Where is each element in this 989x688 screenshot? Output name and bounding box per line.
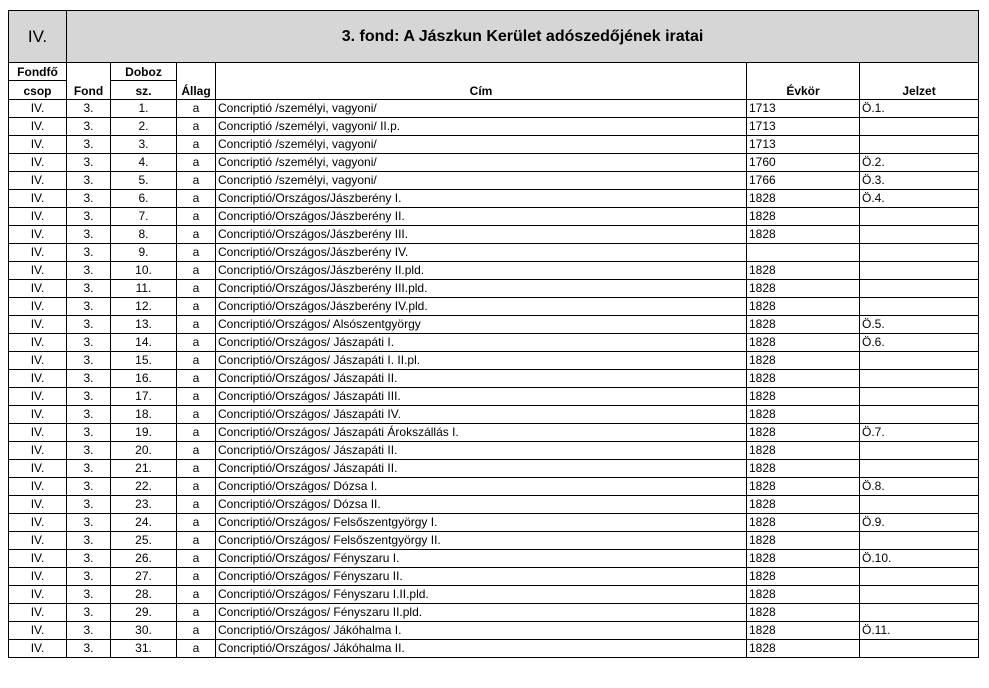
cell-evkor: 1828	[747, 460, 860, 478]
table-row	[9, 172, 979, 190]
cell-cim: Concriptió/Országos/ Fényszaru II.pld.	[216, 604, 747, 622]
cell-jelzet	[860, 568, 979, 586]
cell-doboz: 17.	[111, 388, 177, 406]
cell-allag: a	[177, 496, 216, 514]
cell-fond: 3.	[67, 136, 111, 154]
cell-jelzet	[860, 460, 979, 478]
cell-fond: 3.	[67, 550, 111, 568]
cell-allag: a	[177, 136, 216, 154]
cell-jelzet: Ö.7.	[860, 424, 979, 442]
cell-evkor: 1828	[747, 496, 860, 514]
cell-jelzet: Ö.1.	[860, 100, 979, 118]
cell-doboz: 7.	[111, 208, 177, 226]
cell-cim: Concriptió/Országos/Jászberény I.	[216, 190, 747, 208]
cell-allag: a	[177, 514, 216, 532]
cell-cim: Concriptió/Országos/ Fényszaru I.	[216, 550, 747, 568]
cell-allag: a	[177, 334, 216, 352]
cell-doboz: 31.	[111, 640, 177, 658]
cell-fond: 3.	[67, 208, 111, 226]
table-row	[9, 280, 979, 298]
table-row	[9, 568, 979, 586]
cell-fond: 3.	[67, 514, 111, 532]
cell-evkor: 1713	[747, 118, 860, 136]
cell-cim: Concriptió/Országos/ Jászapáti I. II.pl.	[216, 352, 747, 370]
cell-fond: 3.	[67, 298, 111, 316]
table-row	[9, 244, 979, 262]
cell-fond: 3.	[67, 406, 111, 424]
cell-doboz: 4.	[111, 154, 177, 172]
cell-fond: 3.	[67, 388, 111, 406]
cell-allag: a	[177, 388, 216, 406]
header-cim: Cím	[216, 63, 747, 100]
cell-doboz: 16.	[111, 370, 177, 388]
cell-doboz: 14.	[111, 334, 177, 352]
cell-fond: 3.	[67, 424, 111, 442]
cell-fond: 3.	[67, 262, 111, 280]
cell-fondfo-csop: IV.	[9, 334, 67, 352]
table-row	[9, 352, 979, 370]
cell-allag: a	[177, 190, 216, 208]
cell-fondfo-csop: IV.	[9, 298, 67, 316]
cell-cim: Concriptió/Országos/ Fényszaru II.	[216, 568, 747, 586]
cell-jelzet	[860, 370, 979, 388]
cell-fondfo-csop: IV.	[9, 622, 67, 640]
cell-evkor: 1828	[747, 550, 860, 568]
cell-fondfo-csop: IV.	[9, 442, 67, 460]
cell-jelzet: Ö.8.	[860, 478, 979, 496]
cell-fondfo-csop: IV.	[9, 262, 67, 280]
cell-allag: a	[177, 316, 216, 334]
cell-evkor: 1713	[747, 136, 860, 154]
cell-fond: 3.	[67, 190, 111, 208]
header-fondfo: Fondfő	[9, 63, 67, 81]
cell-jelzet	[860, 604, 979, 622]
fond-group-label: IV.	[9, 11, 67, 63]
cell-doboz: 27.	[111, 568, 177, 586]
cell-evkor: 1828	[747, 316, 860, 334]
cell-fondfo-csop: IV.	[9, 244, 67, 262]
table-row	[9, 640, 979, 658]
cell-allag: a	[177, 532, 216, 550]
cell-doboz: 1.	[111, 100, 177, 118]
cell-fond: 3.	[67, 100, 111, 118]
cell-jelzet	[860, 208, 979, 226]
cell-doboz: 5.	[111, 172, 177, 190]
cell-allag: a	[177, 226, 216, 244]
cell-evkor: 1828	[747, 586, 860, 604]
cell-cim: Concriptió/Országos/ Jászapáti III.	[216, 388, 747, 406]
cell-allag: a	[177, 640, 216, 658]
cell-evkor: 1828	[747, 352, 860, 370]
cell-evkor: 1766	[747, 172, 860, 190]
cell-fondfo-csop: IV.	[9, 154, 67, 172]
cell-allag: a	[177, 352, 216, 370]
cell-cim: Concriptió/Országos/ Felsőszentgyörgy II.	[216, 532, 747, 550]
cell-allag: a	[177, 442, 216, 460]
cell-cim: Concriptió/Országos/ Jászapáti I.	[216, 334, 747, 352]
cell-fondfo-csop: IV.	[9, 136, 67, 154]
table-row	[9, 298, 979, 316]
cell-cim: Concriptió/Országos/ Jászapáti II.	[216, 442, 747, 460]
cell-jelzet	[860, 118, 979, 136]
cell-jelzet: Ö.3.	[860, 172, 979, 190]
cell-evkor: 1828	[747, 640, 860, 658]
header-jelzet: Jelzet	[860, 63, 979, 100]
cell-allag: a	[177, 406, 216, 424]
cell-jelzet	[860, 136, 979, 154]
cell-jelzet	[860, 388, 979, 406]
cell-fond: 3.	[67, 496, 111, 514]
header-allag: Állag	[177, 63, 216, 100]
cell-fond: 3.	[67, 118, 111, 136]
cell-fondfo-csop: IV.	[9, 208, 67, 226]
cell-cim: Concriptió/Országos/Jászberény III.	[216, 226, 747, 244]
cell-fond: 3.	[67, 244, 111, 262]
cell-doboz: 18.	[111, 406, 177, 424]
table-row	[9, 550, 979, 568]
cell-evkor: 1828	[747, 442, 860, 460]
cell-fondfo-csop: IV.	[9, 406, 67, 424]
cell-evkor: 1828	[747, 514, 860, 532]
cell-fondfo-csop: IV.	[9, 352, 67, 370]
cell-allag: a	[177, 460, 216, 478]
table-row	[9, 532, 979, 550]
table-row	[9, 334, 979, 352]
title-row	[9, 11, 979, 63]
cell-cim: Concriptió/Országos/Jászberény II.pld.	[216, 262, 747, 280]
table-row	[9, 424, 979, 442]
table-row	[9, 226, 979, 244]
cell-jelzet	[860, 586, 979, 604]
cell-allag: a	[177, 244, 216, 262]
cell-allag: a	[177, 550, 216, 568]
cell-jelzet: Ö.11.	[860, 622, 979, 640]
cell-jelzet	[860, 640, 979, 658]
table-row	[9, 208, 979, 226]
cell-cim: Concriptió/Országos/Jászberény IV.	[216, 244, 747, 262]
cell-fond: 3.	[67, 172, 111, 190]
header-fond: Fond	[67, 63, 111, 100]
cell-cim: Concriptió/Országos/ Jákóhalma II.	[216, 640, 747, 658]
cell-fond: 3.	[67, 442, 111, 460]
cell-evkor: 1828	[747, 532, 860, 550]
cell-evkor: 1828	[747, 388, 860, 406]
cell-fondfo-csop: IV.	[9, 550, 67, 568]
table-row	[9, 100, 979, 118]
cell-cim: Concriptió/Országos/ Jászapáti II.	[216, 460, 747, 478]
cell-fondfo-csop: IV.	[9, 478, 67, 496]
cell-evkor: 1828	[747, 190, 860, 208]
cell-fondfo-csop: IV.	[9, 370, 67, 388]
cell-cim: Concriptió /személyi, vagyoni/	[216, 136, 747, 154]
cell-jelzet: Ö.5.	[860, 316, 979, 334]
cell-doboz: 9.	[111, 244, 177, 262]
cell-fond: 3.	[67, 154, 111, 172]
cell-doboz: 3.	[111, 136, 177, 154]
cell-fond: 3.	[67, 226, 111, 244]
table-body	[9, 100, 979, 658]
cell-allag: a	[177, 568, 216, 586]
cell-doboz: 22.	[111, 478, 177, 496]
cell-fondfo-csop: IV.	[9, 118, 67, 136]
cell-doboz: 29.	[111, 604, 177, 622]
cell-allag: a	[177, 622, 216, 640]
cell-jelzet	[860, 226, 979, 244]
cell-doboz: 24.	[111, 514, 177, 532]
cell-fondfo-csop: IV.	[9, 172, 67, 190]
cell-jelzet	[860, 406, 979, 424]
cell-jelzet	[860, 442, 979, 460]
cell-fond: 3.	[67, 640, 111, 658]
table-row	[9, 604, 979, 622]
cell-allag: a	[177, 298, 216, 316]
cell-fond: 3.	[67, 568, 111, 586]
table-row	[9, 154, 979, 172]
cell-fondfo-csop: IV.	[9, 460, 67, 478]
table-row	[9, 136, 979, 154]
cell-allag: a	[177, 100, 216, 118]
cell-fond: 3.	[67, 370, 111, 388]
cell-fond: 3.	[67, 586, 111, 604]
cell-fond: 3.	[67, 622, 111, 640]
cell-evkor: 1828	[747, 622, 860, 640]
cell-cim: Concriptió/Országos/ Felsőszentgyörgy I.	[216, 514, 747, 532]
cell-jelzet	[860, 244, 979, 262]
archive-table	[8, 10, 979, 658]
cell-cim: Concriptió/Országos/Jászberény III.pld.	[216, 280, 747, 298]
cell-fondfo-csop: IV.	[9, 388, 67, 406]
header-sz: sz.	[111, 81, 177, 100]
cell-jelzet: Ö.6.	[860, 334, 979, 352]
cell-jelzet	[860, 298, 979, 316]
cell-evkor: 1828	[747, 262, 860, 280]
table-row	[9, 262, 979, 280]
cell-fond: 3.	[67, 352, 111, 370]
cell-cim: Concriptió /személyi, vagyoni/	[216, 172, 747, 190]
cell-allag: a	[177, 280, 216, 298]
cell-doboz: 21.	[111, 460, 177, 478]
table-row	[9, 514, 979, 532]
cell-fondfo-csop: IV.	[9, 640, 67, 658]
cell-evkor: 1828	[747, 424, 860, 442]
cell-doboz: 19.	[111, 424, 177, 442]
table-row	[9, 406, 979, 424]
cell-fondfo-csop: IV.	[9, 604, 67, 622]
cell-jelzet	[860, 532, 979, 550]
cell-fond: 3.	[67, 604, 111, 622]
cell-fondfo-csop: IV.	[9, 190, 67, 208]
cell-jelzet: Ö.2.	[860, 154, 979, 172]
cell-allag: a	[177, 262, 216, 280]
cell-cim: Concriptió /személyi, vagyoni/	[216, 100, 747, 118]
cell-doboz: 20.	[111, 442, 177, 460]
cell-fondfo-csop: IV.	[9, 586, 67, 604]
cell-fondfo-csop: IV.	[9, 514, 67, 532]
cell-jelzet	[860, 262, 979, 280]
cell-cim: Concriptió/Országos/ Dózsa II.	[216, 496, 747, 514]
cell-cim: Concriptió/Országos/ Jászapáti Árokszállás I.	[216, 424, 747, 442]
header-csop: csop	[9, 81, 67, 100]
cell-cim: Concriptió/Országos/ Jászapáti IV.	[216, 406, 747, 424]
cell-evkor: 1828	[747, 568, 860, 586]
cell-cim: Concriptió/Országos/ Dózsa I.	[216, 478, 747, 496]
cell-allag: a	[177, 154, 216, 172]
cell-cim: Concriptió/Országos/Jászberény IV.pld.	[216, 298, 747, 316]
cell-jelzet: Ö.10.	[860, 550, 979, 568]
table-row	[9, 586, 979, 604]
cell-allag: a	[177, 208, 216, 226]
cell-fond: 3.	[67, 334, 111, 352]
header-doboz: Doboz	[111, 63, 177, 81]
cell-fondfo-csop: IV.	[9, 568, 67, 586]
cell-evkor: 1828	[747, 406, 860, 424]
cell-evkor: 1828	[747, 370, 860, 388]
cell-doboz: 23.	[111, 496, 177, 514]
cell-doboz: 8.	[111, 226, 177, 244]
table-row	[9, 118, 979, 136]
cell-doboz: 6.	[111, 190, 177, 208]
cell-evkor: 1828	[747, 280, 860, 298]
cell-evkor: 1713	[747, 100, 860, 118]
cell-allag: a	[177, 424, 216, 442]
cell-allag: a	[177, 586, 216, 604]
table-row	[9, 622, 979, 640]
cell-doboz: 30.	[111, 622, 177, 640]
table-row	[9, 388, 979, 406]
cell-fondfo-csop: IV.	[9, 424, 67, 442]
cell-cim: Concriptió /személyi, vagyoni/ II.p.	[216, 118, 747, 136]
cell-evkor: 1828	[747, 604, 860, 622]
table-row	[9, 370, 979, 388]
cell-allag: a	[177, 172, 216, 190]
cell-fond: 3.	[67, 280, 111, 298]
cell-evkor	[747, 244, 860, 262]
cell-doboz: 15.	[111, 352, 177, 370]
cell-allag: a	[177, 478, 216, 496]
cell-fondfo-csop: IV.	[9, 100, 67, 118]
header-row-1	[9, 63, 979, 81]
cell-allag: a	[177, 118, 216, 136]
cell-evkor: 1828	[747, 334, 860, 352]
table-row	[9, 316, 979, 334]
table-row	[9, 442, 979, 460]
table-row	[9, 190, 979, 208]
cell-fond: 3.	[67, 316, 111, 334]
cell-fond: 3.	[67, 478, 111, 496]
cell-fondfo-csop: IV.	[9, 226, 67, 244]
cell-jelzet	[860, 280, 979, 298]
cell-doboz: 28.	[111, 586, 177, 604]
cell-cim: Concriptió/Országos/ Alsószentgyörgy	[216, 316, 747, 334]
cell-fond: 3.	[67, 532, 111, 550]
cell-doboz: 2.	[111, 118, 177, 136]
cell-evkor: 1828	[747, 208, 860, 226]
page-title: 3. fond: A Jászkun Kerület adószedőjének iratai	[67, 11, 979, 63]
cell-doboz: 13.	[111, 316, 177, 334]
cell-cim: Concriptió/Országos/ Jákóhalma I.	[216, 622, 747, 640]
cell-fondfo-csop: IV.	[9, 316, 67, 334]
cell-jelzet: Ö.9.	[860, 514, 979, 532]
cell-doboz: 10.	[111, 262, 177, 280]
cell-allag: a	[177, 370, 216, 388]
cell-jelzet: Ö.4.	[860, 190, 979, 208]
cell-fond: 3.	[67, 460, 111, 478]
header-evkor: Évkör	[747, 63, 860, 100]
cell-fondfo-csop: IV.	[9, 496, 67, 514]
cell-evkor: 1828	[747, 478, 860, 496]
cell-doboz: 25.	[111, 532, 177, 550]
cell-fondfo-csop: IV.	[9, 532, 67, 550]
cell-allag: a	[177, 604, 216, 622]
cell-cim: Concriptió /személyi, vagyoni/	[216, 154, 747, 172]
cell-doboz: 11.	[111, 280, 177, 298]
table-row	[9, 460, 979, 478]
cell-doboz: 12.	[111, 298, 177, 316]
cell-evkor: 1828	[747, 298, 860, 316]
cell-cim: Concriptió/Országos/ Jászapáti II.	[216, 370, 747, 388]
cell-fondfo-csop: IV.	[9, 280, 67, 298]
cell-jelzet	[860, 496, 979, 514]
table-row	[9, 496, 979, 514]
cell-cim: Concriptió/Országos/Jászberény II.	[216, 208, 747, 226]
cell-cim: Concriptió/Országos/ Fényszaru I.II.pld.	[216, 586, 747, 604]
cell-evkor: 1760	[747, 154, 860, 172]
table-row	[9, 478, 979, 496]
cell-jelzet	[860, 352, 979, 370]
cell-evkor: 1828	[747, 226, 860, 244]
cell-doboz: 26.	[111, 550, 177, 568]
